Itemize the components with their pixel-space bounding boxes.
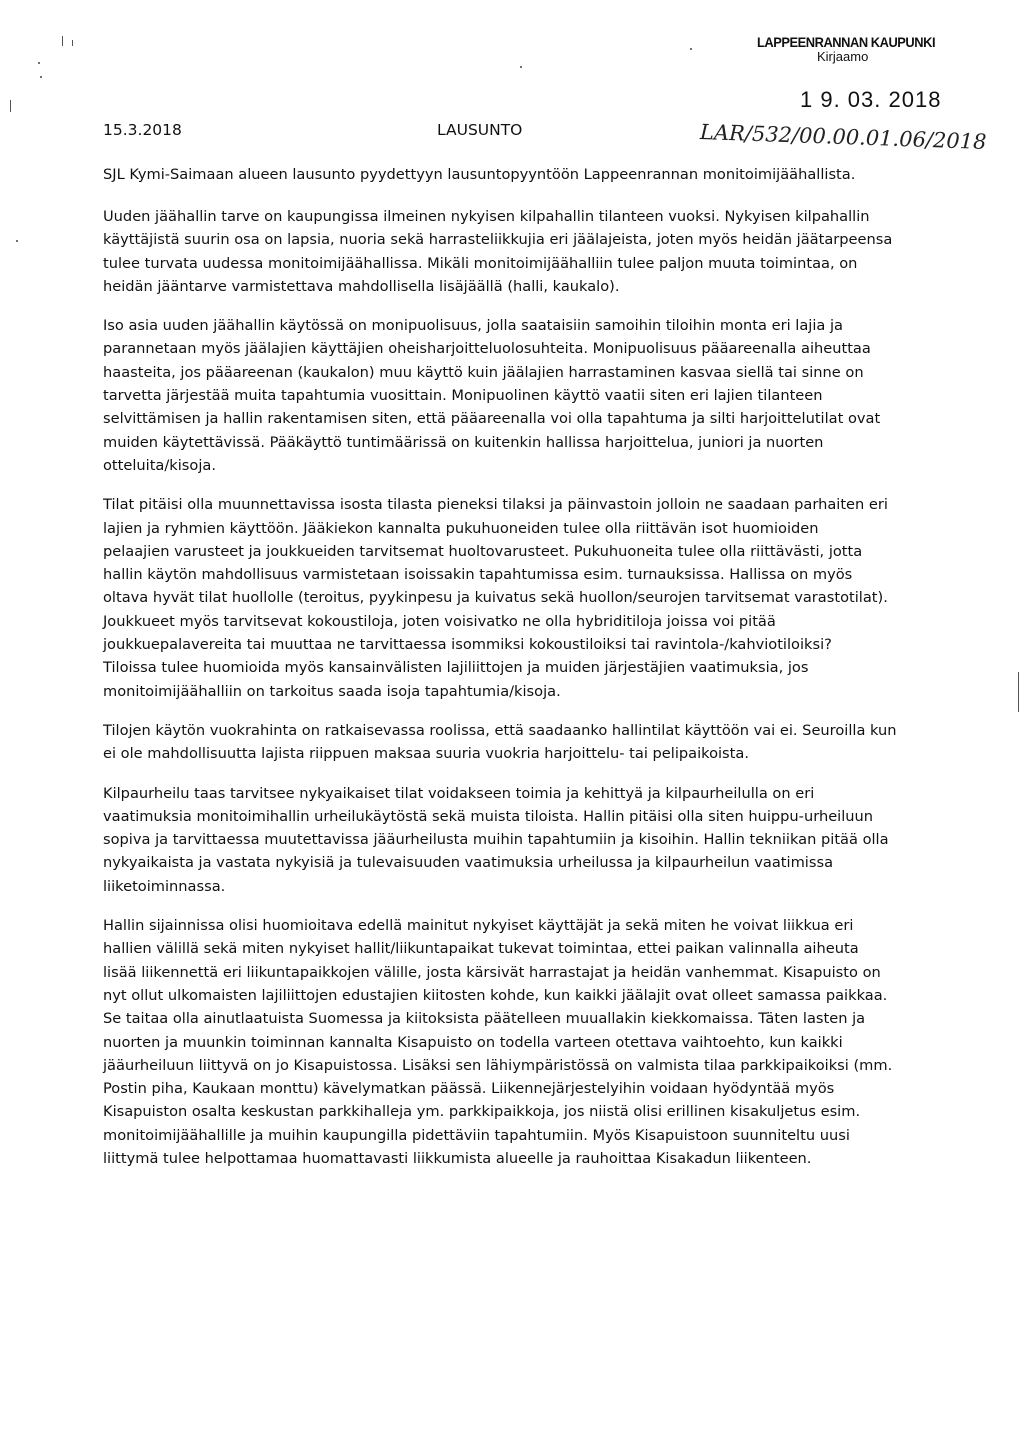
text-line: Kisapuiston osalta keskustan parkkihalleja ym. parkkipaikkoja, jos niistä olisi erillinen kisakuljetus esim.	[103, 1103, 861, 1121]
paragraph-rental-price	[103, 719, 933, 766]
text-line: lisää liikennettä eri liikuntapaikkojen välille, josta kärsivät harrastajat ja heidän vanhemmat. Kisapuisto on	[103, 963, 881, 981]
text-line: joukkuepalavereita tai muuttaa ne tarvittaessa isommiksi kokoustiloiksi tai ravintola-/kahviotiloiksi?	[103, 636, 832, 654]
text-line: hallin käytön mahdollisuus varmistetaan isoissakin tapahtumissa esim. turnauksissa. Hallissa on myös	[103, 566, 853, 584]
text-line: otteluita/kisoja.	[103, 456, 216, 474]
text-line: Kilpaurheilu taas tarvitsee nykyaikaiset tilat voidakseen toimia ja kehittyä ja kilpaurheilulla on eri	[103, 784, 815, 802]
text-line: liittymä tulee helpottamaa huomattavasti liikkumista alueelle ja rauhoittaa Kisakadun liikenteen.	[103, 1149, 812, 1167]
scan-mark	[72, 40, 73, 46]
text-line: Hallin sijainnissa olisi huomioitava edellä mainitut nykyiset käyttäjät ja sekä miten he voivat liikkua eri	[103, 917, 854, 935]
scan-speck	[38, 62, 40, 64]
scan-mark	[10, 100, 11, 112]
stamp-organization: LAPPEENRANNAN KAUPUNKI	[757, 34, 936, 50]
text-line: Joukkueet myös tarvitsevat kokoustiloja, joten voisivatko ne olla hybriditiloja joissa voi pitää	[103, 612, 776, 630]
document-type: LAUSUNTO	[437, 121, 523, 139]
text-line: Tiloissa tulee huomioida myös kansainvälisten lajiliittojen ja muiden järjestäjien vaatimuksia, jos	[103, 659, 809, 677]
text-line: monitoimijäähalliin on tarkoitus saada isoja tapahtumia/kisoja.	[103, 682, 561, 700]
text-line: haasteita, jos pääareenan (kaukalon) muu käyttö kuin jäälajien harrastaminen kasvaa siellä tai sinne on	[103, 363, 864, 381]
text-line: heidän jääntarve varmistettava mahdollisella lisäjäällä (halli, kaukalo).	[103, 277, 620, 295]
text-line: Se taitaa olla ainutlaatuista Suomessa ja kiitoksista päätelleen muuallakin kiekkomaissa. Täten lasten ja	[103, 1010, 866, 1028]
stamp-received-date: 1 9. 03. 2018	[800, 87, 942, 112]
text-line: muiden käytettävissä. Pääkäyttö tuntimäärissä on kuitenkin hallissa harjoittelua, juniori ja nuorten	[103, 433, 824, 451]
text-line: nyt ollut ulkomaisten lajiliittojen edustajien kiitosten kohde, kun kaikki jäälajit ovat olleet samassa paikkaa.	[103, 986, 888, 1004]
text-line: parannetaan myös jäälajien käyttäjien oheisharjoitteluolosuhteita. Monipuolisuus pääareenalla aiheuttaa	[103, 340, 871, 358]
scan-speck	[690, 48, 692, 50]
text-line: monitoimijäähallille ja muihin kaupungilla pidettäviin tapahtumiin. Myös Kisapuistoon suunniteltu uusi	[103, 1126, 850, 1144]
registry-stamp	[757, 34, 951, 65]
text-line: Uuden jäähallin tarve on kaupungissa ilmeinen nykyisen kilpahallin tilanteen vuoksi. Nykyisen kilpahallin	[103, 208, 870, 225]
text-line: pelaajien varusteet ja joukkueiden tarvitsemat huoltovarusteet. Pukuhuoneita tulee olla riittävästi, jotta	[103, 542, 863, 560]
document-body	[103, 205, 933, 1186]
scan-speck	[40, 76, 42, 78]
scan-mark	[1018, 672, 1019, 712]
text-line: tarvetta järjestää muita tapahtumia vuosittain. Monipuolinen käyttö vaatii siten eri lajien tilanteen	[103, 387, 823, 405]
scan-speck	[520, 66, 522, 68]
text-line: oltava hyvät tilat huollolle (teroitus, pyykinpesu ja kuivatus sekä huollon/seurojen tarvitsemat varastotilat).	[103, 589, 888, 607]
text-line: selvittämisen ja hallin rakentamisen siten, että pääareenalla voi olla tapahtuma ja silti harjoittelutilat ovat	[103, 410, 881, 428]
text-line: sopiva ja tarvittaessa muutettavissa jääurheilusta muihin tapahtumiin ja kisoihin. Hallin tekniikan pitää olla	[103, 831, 889, 849]
paragraph-versatility	[103, 314, 933, 477]
paragraph-location	[103, 914, 933, 1170]
stamp-office: Kirjaamo	[817, 49, 869, 65]
text-line: hallien välillä sekä miten nykyiset hallit/liikuntapaikat tukevat toimintaa, ettei paikan valinnalla aiheuta	[103, 940, 859, 958]
text-line: nykyaikaista ja vastata nykyisiä ja tulevaisuuden vaatimuksia urheilussa ja kilpaurheilun vaatimissa	[103, 854, 834, 872]
text-line: Tilat pitäisi olla muunnettavissa isosta tilasta pieneksi tilaksi ja päinvastoin jolloin ne saadaan parhaiten eri	[103, 496, 888, 514]
paragraph-facilities	[103, 493, 933, 703]
text-line: Iso asia uuden jäähallin käytössä on monipuolisuus, jolla saataisiin samoihin tiloihin monta eri lajia ja	[103, 317, 843, 335]
scan-speck	[16, 240, 18, 242]
text-line: tulee turvata uudessa monitoimijäähallissa. Mikäli monitoimijäähalliin tulee paljon muuta toimintaa, on	[103, 254, 858, 272]
text-line: jääurheiluun liittyvä on jo Kisapuistossa. Lisäksi sen lähiympäristössä on valmista tilaa parkkipaikoiksi (mm.	[103, 1056, 893, 1074]
paragraph-current-need	[103, 205, 933, 298]
document-date: 15.3.2018	[103, 121, 182, 139]
scan-mark	[62, 36, 63, 46]
text-line: ei ole mahdollisuutta lajista riippuen maksaa suuria vuokria harjoittelu- tai pelipaikoista.	[103, 745, 749, 763]
handwritten-reference: LAR/532/00.00.01.06/2018	[699, 120, 987, 154]
text-line: lajien ja ryhmien käyttöön. Jääkiekon kannalta pukuhuoneiden tulee olla riittävän isot huomioiden	[103, 519, 819, 537]
document-subject: SJL Kymi-Saimaan alueen lausunto pyydettyyn lausuntopyyntöön Lappeenrannan monitoimijäähallista.	[103, 166, 856, 183]
text-line: vaatimuksia monitoimihallin urheilukäytöstä sekä muista tiloista. Hallin pitäisi olla siten huippu-urheiluun	[103, 807, 874, 825]
text-line: Tilojen käytön vuokrahinta on ratkaisevassa roolissa, että saadaanko hallintilat käyttöön vai ei. Seuroilla kun	[103, 721, 897, 739]
text-line: liiketoiminnassa.	[103, 877, 226, 895]
text-line: käyttäjistä suurin osa on lapsia, nuoria sekä harrasteliikkujia eri jäälajeista, joten myös heidän jäätarpeensa	[103, 231, 893, 249]
paragraph-competitive-sport	[103, 782, 933, 898]
text-line: nuorten ja muunkin toiminnan kannalta Kisapuisto on todella varteen otettava vaihtoehto, kun kaikki	[103, 1033, 843, 1051]
text-line: Postin piha, Kaukaan monttu) kävelymatkan päässä. Liikennejärjestelyihin voidaan hyödyntää myös	[103, 1080, 835, 1098]
